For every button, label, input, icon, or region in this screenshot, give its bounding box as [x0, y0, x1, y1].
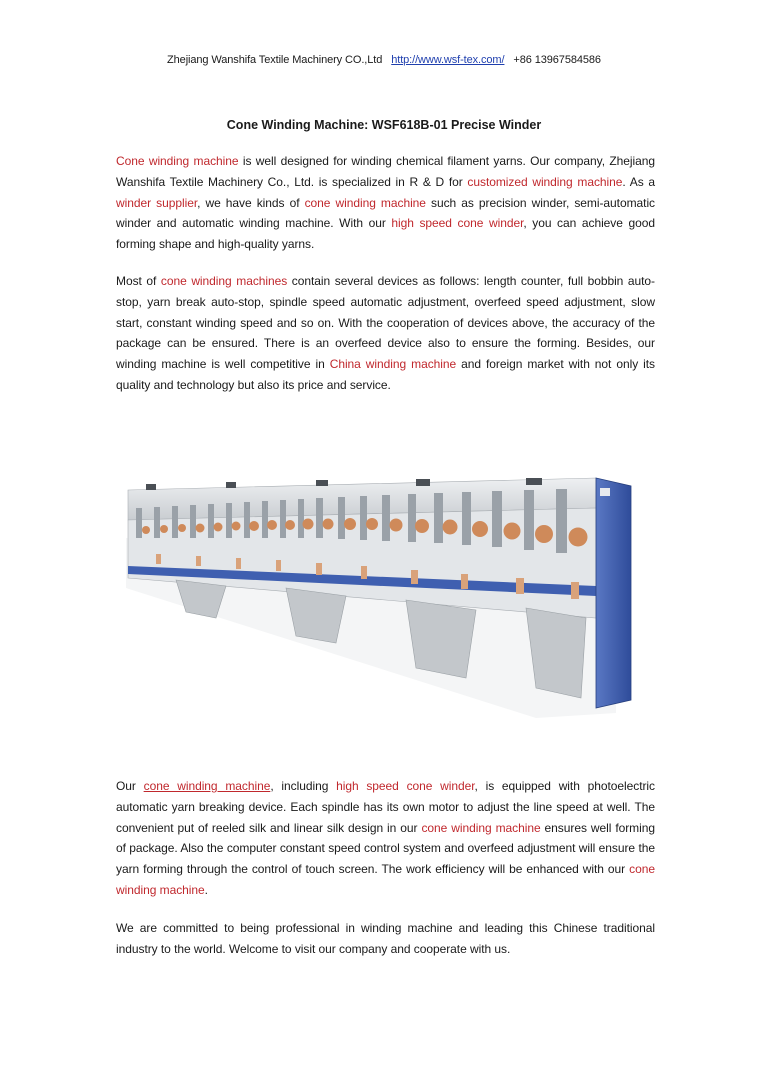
paragraph-intro: [116, 151, 655, 255]
keyword-link[interactable]: cone winding machine: [421, 820, 541, 835]
document-title: Cone Winding Machine: WSF618B-01 Precise Winder: [226, 118, 542, 132]
body-text: , including: [270, 779, 337, 793]
keyword-link[interactable]: high speed cone winder: [336, 779, 475, 793]
body-text: , you can achieve good forming shape and high-quality yarns.: [116, 216, 655, 252]
body-text: . As a: [622, 174, 655, 189]
company-name: Zhejiang Wanshifa Textile Machinery CO.,Ltd: [167, 54, 383, 66]
body-text: We are committed to being professional in winding machine and leading this Chinese traditional industry to the world. Welcome to visit our company and cooperate with us.: [116, 921, 655, 956]
body-text: contain several devices as follows: length counter, full bobbin auto-stop, yarn break auto-stop, spindle speed automatic adjustment, overfeed speed adjustment, slow start, constant winding speed and so on. With the cooperation of devices above, the accuracy of the package can be ensured. There is an overfeed device also to ensure the forming. Besides, our winding machine is well competitive in: [116, 274, 656, 372]
body-text: Most of: [116, 274, 161, 288]
keyword-link[interactable]: Cone winding machine: [116, 154, 239, 168]
keyword-link[interactable]: cone winding machine: [143, 779, 271, 793]
company-phone: +86 13967584586: [513, 54, 601, 66]
keyword-link[interactable]: high speed cone winder: [391, 216, 524, 231]
paragraph-closing: [116, 918, 655, 960]
page-header: [0, 54, 768, 66]
keyword-link[interactable]: winder supplier: [116, 195, 198, 210]
body-text: and foreign market with not only its quality and technology but also its price and service.: [116, 357, 655, 392]
paragraph-features: [116, 776, 655, 901]
paragraph-devices: [116, 271, 655, 396]
body-text: , we have kinds of: [197, 195, 305, 210]
body-text: is well designed for winding chemical filament yarns. Our company, Zhejiang Wanshifa Textile Machinery Co., Ltd. is specialized in R & D for: [116, 154, 655, 189]
keyword-link[interactable]: China winding machine: [329, 357, 457, 372]
body-text: .: [204, 882, 208, 897]
keyword-link[interactable]: cone winding machine: [116, 862, 655, 897]
machine-illustration: [116, 468, 655, 758]
company-website-link[interactable]: http://www.wsf-tex.com/: [391, 54, 505, 66]
keyword-link[interactable]: customized winding machine: [467, 174, 623, 189]
keyword-link[interactable]: cone winding machines: [160, 274, 288, 288]
body-text: Our: [116, 779, 144, 793]
body-text: , is equipped with photoelectric automatic yarn breaking device. Each spindle has its own motor to adjust the line speed at well. The convenient put of reeled silk and linear silk design in our: [116, 779, 655, 835]
body-text: ensures well forming of package. Also the computer constant speed control system and overfeed adjustment will ensure the yarn forming through the control of touch screen. The work efficiency will be enhanced with our: [116, 820, 655, 877]
keyword-link[interactable]: cone winding machine: [304, 195, 426, 210]
body-text: such as precision winder, semi-automatic winder and automatic winding machine. With our: [116, 195, 656, 231]
cone-winding-machine-image: [116, 468, 655, 758]
